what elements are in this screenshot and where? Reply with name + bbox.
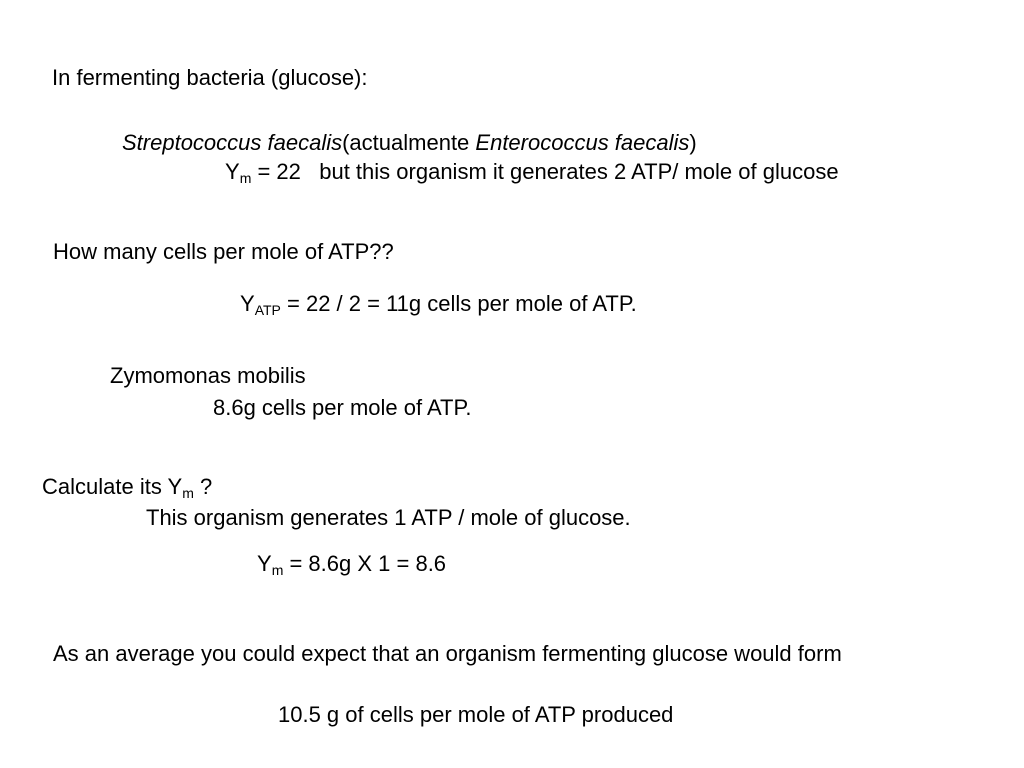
yatp-subscript: ATP: [254, 302, 281, 318]
zymomonas-name: Zymomonas mobilis: [110, 363, 306, 388]
conclusion-line-1: As an average you could expect that an organism fermenting glucose would form: [53, 641, 842, 666]
question-text: How many cells per mole of ATP??: [53, 239, 394, 264]
intro-heading: In fermenting bacteria (glucose):: [52, 65, 368, 90]
calc-prompt-suffix: ?: [193, 474, 213, 499]
calc-statement: This organism generates 1 ATP / mole of glucose.: [146, 505, 631, 530]
yatp-text: = 22 / 2 = 11g cells per mole of ATP.: [280, 291, 637, 316]
yatp-line: [240, 293, 637, 317]
calc-prompt-subscript: m: [182, 485, 194, 501]
calc-prompt: [42, 476, 212, 500]
result-subscript: m: [271, 562, 284, 578]
yatp-symbol: Y: [240, 291, 255, 316]
alt-organism-name: Enterococcus faecalis: [475, 130, 690, 155]
conclusion-line-2: 10.5 g of cells per mole of ATP produced: [278, 702, 674, 727]
result-symbol: Y: [257, 551, 272, 576]
organism-name: Streptococcus faecalis: [122, 130, 343, 155]
result-text: = 8.6g X 1 = 8.6: [283, 551, 447, 576]
ym-line: [225, 161, 839, 185]
paren-open: (actualmente: [342, 130, 476, 155]
ym-symbol: Y: [225, 159, 240, 184]
zymomonas-value: 8.6g cells per mole of ATP.: [213, 395, 472, 420]
calc-result: [257, 553, 446, 577]
paren-close: ): [689, 130, 697, 155]
ym-subscript: m: [239, 170, 252, 186]
calc-prompt-prefix: Calculate its Y: [42, 474, 183, 499]
ym-text: = 22 but this organism it generates 2 ATP/ mole of glucose: [251, 159, 839, 184]
organism-line: [122, 132, 697, 154]
